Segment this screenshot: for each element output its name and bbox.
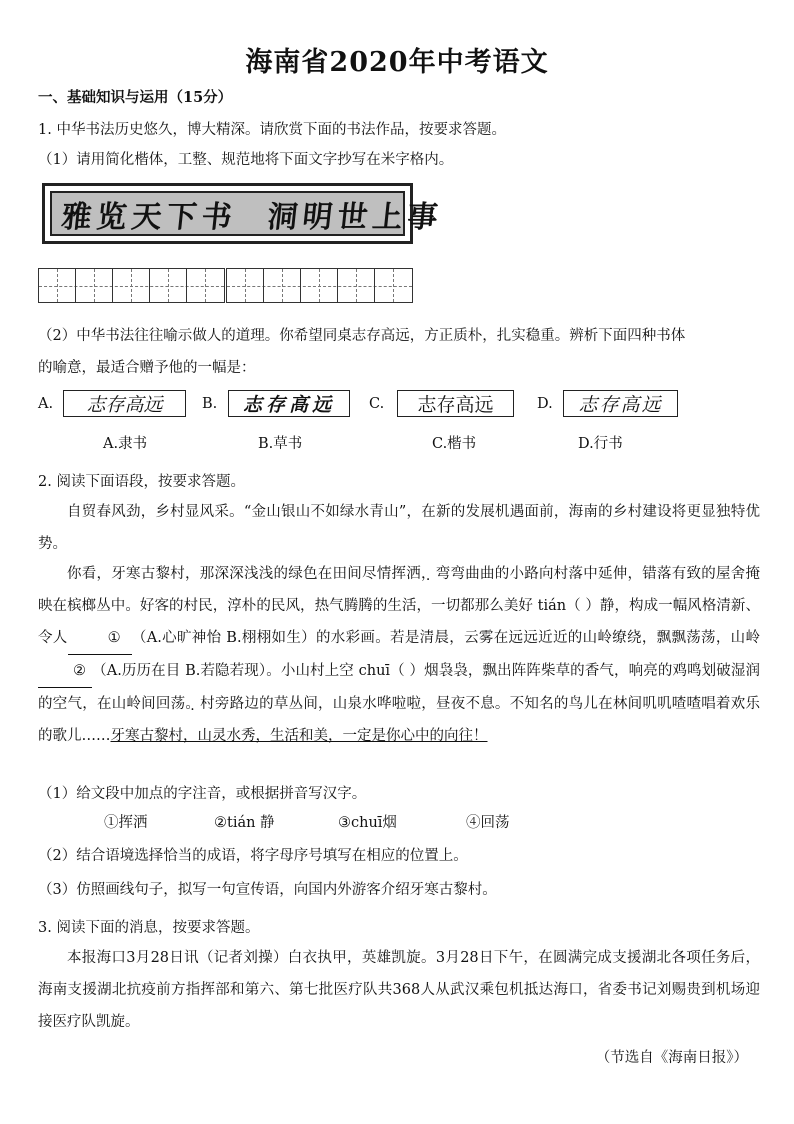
q3-paragraph: 本报海口3月28日讯（记者刘操）白衣执甲，英雄凯旋。3月28日下午，在圆满完成支援湖北各项任务后，海南支援湖北抗疫前方指挥部和第六、第七批医疗队共368人从武汉乘包机抵达海口，省委书记刘赐贵到机场迎接医疗队凯旋。 [38, 950, 760, 1030]
q2-sub3: （3）仿照画线句子，拟写一句宣传语，向国内外游客介绍牙寒古黎村。 [38, 882, 497, 898]
q1-sub1: （1）请用简化楷体，工整、规范地将下面文字抄写在米字格内。 [38, 152, 454, 168]
option-a-calligraphy[interactable]: 志存高远 [63, 390, 186, 417]
q2-item-2: ②tián 静 [214, 815, 275, 831]
option-c-letter: C. [369, 396, 385, 412]
dotted-char-1: 洒 [406, 566, 421, 582]
option-d-letter: D. [537, 396, 553, 412]
q1-sub2-line2: 的喻意，最适合赠予他的一幅是： [38, 360, 256, 376]
source-note: （节选自《海南日报》） [595, 1050, 748, 1066]
q2-item-1: ①挥洒 [104, 815, 148, 831]
q2-sub1: （1）给文段中加点的字注音，或根据拼音写汉字。 [38, 786, 367, 802]
q2-item-4: ④回荡 [466, 815, 510, 831]
calligraphy-text: 雅览天下书 洞明世上事 [59, 199, 445, 235]
dotted-char-2: 荡 [170, 696, 186, 712]
calligraphy-banner [42, 183, 445, 244]
q2-item-3: ③chuī烟 [338, 815, 397, 831]
option-b-letter: B. [202, 396, 218, 412]
q1-stem: 1. 中华书法历史悠久，博大精深。请欣赏下面的书法作品，按要求答题。 [38, 122, 506, 138]
q2-stem: 2. 阅读下面语段，按要求答题。 [38, 474, 245, 490]
writing-grid-left[interactable] [38, 268, 225, 303]
writing-grid-right[interactable] [226, 268, 413, 303]
page-title: 海南省2020年中考语文 [245, 47, 549, 78]
blank-1[interactable]: ① [68, 622, 132, 655]
q2-sub2: （2）结合语境选择恰当的成语，将字母序号填写在相应的位置上。 [38, 848, 468, 864]
blank-2[interactable]: ② [38, 655, 92, 688]
option-b-caption: B.草书 [258, 436, 303, 452]
option-c-calligraphy[interactable]: 志存高远 [397, 390, 514, 417]
q2-paragraph-2: 你看，牙寒古黎村，那深深浅浅的绿色在田间尽情挥洒，弯弯曲曲的小路向村落中延伸，错落有致的屋舍掩映在槟榔丛中。好客的村民，淳朴的民风，热气腾腾的生活，一切都那么美好 tián（ ）静，构成一幅风格清新、令人 ① （A.心旷神怡 B.栩栩如生）的水彩画。若是清晨，云雾在远远近近的山岭缭绕，飘飘荡荡，山岭② （A.历历在目 B.若隐若现）。小山村上空 chuī（ ）烟袅袅，飘出阵阵柴草的香气，响亮的鸡鸣划破湿润的空气，在山岭间回荡。村旁路边的草丛间，山泉水哗啦啦，昼夜不息。不知名的鸟儿在林间叽叽喳喳唱着欢乐的歌儿……牙寒古黎村，山灵水秀，生活和美，一定是你心中的向往！ [38, 566, 761, 744]
q2-paragraph-1: 自贸春风劲，乡村显风采。“金山银山不如绿水青山”，在新的发展机遇面前，海南的乡村建设将更显独特优势。 [38, 504, 760, 552]
q3-stem: 3. 阅读下面的消息，按要求答题。 [38, 920, 260, 936]
option-a-caption: A.隶书 [103, 436, 148, 452]
option-d-caption: D.行书 [578, 436, 623, 452]
option-a-letter: A. [38, 396, 54, 412]
q1-sub2-line1: （2）中华书法往往喻示做人的道理。你希望同桌志存高远，方正质朴，扎实稳重。辨析下面四种书体 [38, 328, 686, 344]
option-d-calligraphy[interactable]: 志存高远 [563, 390, 678, 417]
underlined-sentence: 牙寒古黎村，山灵水秀，生活和美，一定是你心中的向往！ [110, 728, 488, 744]
section-heading: 一、基础知识与运用（15分） [38, 89, 233, 106]
option-c-caption: C.楷书 [432, 436, 477, 452]
option-b-calligraphy[interactable]: 志存高远 [228, 390, 350, 417]
